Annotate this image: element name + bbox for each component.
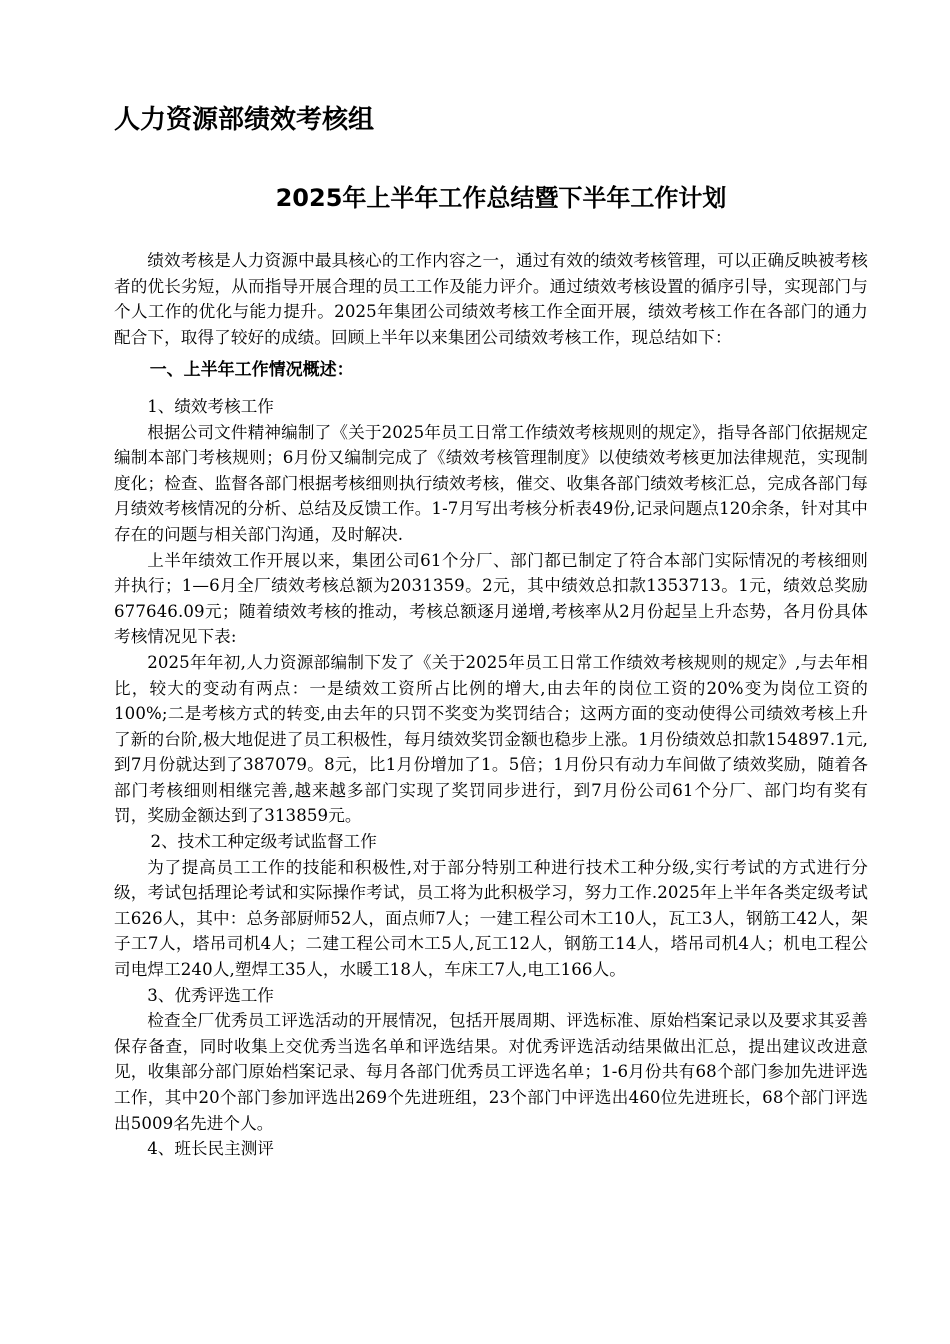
department-heading: 人力资源部绩效考核组 (114, 105, 375, 135)
subsection-heading-skill-exam: 2、技术工种定级考试监督工作 (150, 832, 377, 852)
subsection-heading-leader-evaluation: 4、班长民主测评 (147, 1139, 274, 1159)
section-heading-overview: 一、上半年工作情况概述： (149, 360, 354, 381)
subsection-heading-performance: 1、绩效考核工作 (147, 396, 274, 416)
excellence-paragraph: 检查全厂优秀员工评选活动的开展情况，包括开展周期、评选标准、原始档案记录以及要求其妥善保存备查，同时收集上交优秀当选名单和评选结果。对优秀评选活动结果做出汇总，提出建议改进意见，收集部分部门原始档案记录、每月各部门优秀员工评选名单；1-6月份共有68个部门参加先进评选工作，其中20个部门参加评选出269个先进班组，23个部门中评选出460位先进班长，68个部门评选出5009名先进个人。 (114, 1011, 868, 1133)
performance-paragraph-1: 根据公司文件精神编制了《关于2025年员工日常工作绩效考核规则的规定》，指导各部门依据规定编制本部门考核规则；6月份又编制完成了《绩效考核管理制度》以使绩效考核更加法律规范，实现制度化；检查、监督各部门根据考核细则执行绩效考核，催交、收集各部门绩效考核汇总，完成各部门每月绩效考核情况的分析、总结及反馈工作。1-7月写出考核分析表49份,记录问题点120余条，针对其中存在的问题与相关部门沟通，及时解决. (114, 422, 868, 544)
performance-paragraph-2: 上半年绩效工作开展以来，集团公司61个分厂、部门都已制定了符合本部门实际情况的考核细则并执行；1—6月全厂绩效考核总额为2031359。2元，其中绩效总扣款1353713。1元，绩效总奖励677646.09元；随着绩效考核的推动，考核总额逐月递增,考核率从2月份起呈上升态势，各月份具体考核情况见下表: (114, 550, 868, 647)
subsection-heading-excellence: 3、优秀评选工作 (147, 985, 274, 1005)
skill-exam-paragraph: 为了提高员工工作的技能和积极性,对于部分特别工种进行技术工种分级,实行考试的方式进行分级，考试包括理论考试和实际操作考试，员工将为此积极学习，努力工作.2025年上半年各类定级考试工626人，其中：总务部厨师52人，面点师7人；一建工程公司木工10人，瓦工3人，钢筋工42人，架子工7人，塔吊司机4人；二建工程公司木工5人,瓦工12人，钢筋工14人，塔吊司机4人；机电工程公司电焊工240人,塑焊工35人，水暖工18人，车床工7人,电工166人。 (114, 857, 868, 980)
document-title: 2025年上半年工作总结暨下半年工作计划 (275, 184, 727, 212)
performance-paragraph-3: 2025年年初,人力资源部编制下发了《关于2025年员工日常工作绩效考核规则的规定》,与去年相比，较大的变动有两点：一是绩效工资所占比例的增大,由去年的岗位工资的20%变为岗位工资的100%;二是考核方式的转变,由去年的只罚不奖变为奖罚结合；这两方面的变动使得公司绩效考核上升了新的台阶,极大地促进了员工积极性，每月绩效奖罚金额也稳步上涨。1月份绩效总扣款154897.1元,到7月份就达到了387079。8元，比1月份增加了1。5倍；1月份只有动力车间做了绩效奖励，随着各部门考核细则相继完善,越来越多部门实现了奖罚同步进行，到7月份公司61个分厂、部门均有奖有罚，奖励金额达到了313859元。 (114, 652, 868, 826)
intro-paragraph: 绩效考核是人力资源中最具核心的工作内容之一，通过有效的绩效考核管理，可以正确反映被考核者的优长劣短，从而指导开展合理的员工工作及能力评介。通过绩效考核设置的循序引导，实现部门与个人工作的优化与能力提升。2025年集团公司绩效考核工作全面开展，绩效考核工作在各部门的通力配合下，取得了较好的成绩。回顾上半年以来集团公司绩效考核工作，现总结如下： (114, 251, 868, 347)
